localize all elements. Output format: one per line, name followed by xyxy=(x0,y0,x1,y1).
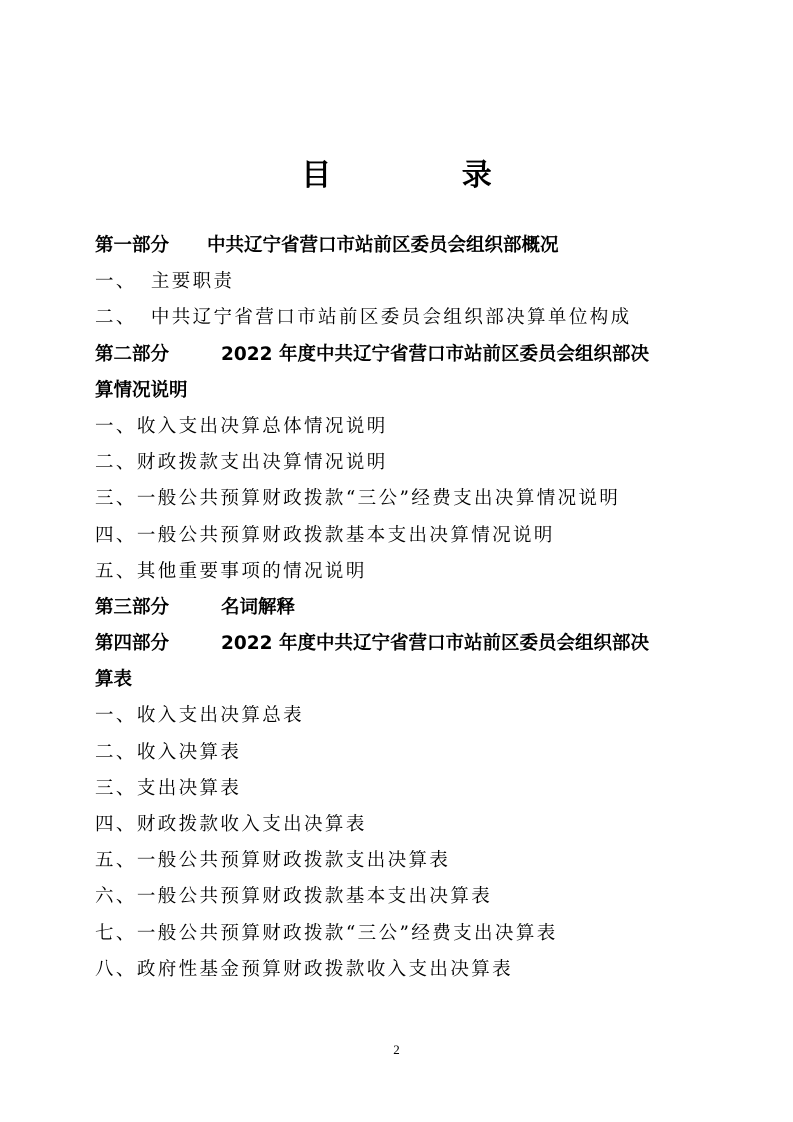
toc-item-number: 一、 xyxy=(95,271,137,293)
toc-part-title-continuation: 算情况说明 xyxy=(95,379,188,401)
toc-item-number: 六、 xyxy=(95,886,137,908)
toc-part-title-continuation: 算表 xyxy=(95,669,133,691)
toc-item xyxy=(95,698,705,734)
page-number: 2 xyxy=(393,1042,400,1057)
toc-item-text: 中共辽宁省营口市站前区委员会组织部决算单位构成 xyxy=(150,307,632,329)
table-of-contents xyxy=(95,228,705,988)
toc-part-3 xyxy=(95,590,705,626)
toc-item-text: 其他重要事项的情况说明 xyxy=(136,560,367,582)
toc-item xyxy=(95,445,705,481)
toc-item-number: 五、 xyxy=(95,560,137,582)
toc-part-1 xyxy=(95,228,705,264)
toc-item xyxy=(95,952,705,988)
toc-item-number: 一、 xyxy=(95,705,137,727)
toc-part-label: 第三部分 xyxy=(95,596,170,618)
toc-part-label: 第二部分 xyxy=(95,343,170,365)
toc-item-text: 一般公共预算财政拨款基本支出决算表 xyxy=(136,886,493,908)
toc-part-4 xyxy=(95,626,705,662)
toc-item xyxy=(95,481,705,517)
toc-item-number: 二、 xyxy=(95,452,137,474)
toc-item-number: 一、 xyxy=(95,415,137,437)
toc-item-number: 五、 xyxy=(95,850,137,872)
toc-part-label: 第四部分 xyxy=(95,633,170,655)
toc-item-text: 支出决算表 xyxy=(136,777,242,799)
toc-item-text: 财政拨款收入支出决算表 xyxy=(136,814,367,835)
toc-part-label: 第一部分 xyxy=(95,235,170,256)
toc-item xyxy=(95,554,705,590)
toc-item xyxy=(95,807,705,843)
toc-item-number: 七、 xyxy=(95,922,137,944)
toc-part-title: 2022 年度中共辽宁省营口市站前区委员会组织部决 xyxy=(221,633,649,655)
toc-item-number: 三、 xyxy=(95,777,137,799)
toc-item xyxy=(95,771,705,807)
toc-item xyxy=(95,916,705,952)
toc-item-text: 收入决算表 xyxy=(136,741,242,763)
toc-item xyxy=(95,843,705,879)
toc-item xyxy=(95,879,705,915)
toc-item xyxy=(95,264,705,300)
toc-item xyxy=(95,409,705,445)
toc-item-number: 四、 xyxy=(95,524,137,546)
toc-item-number: 二、 xyxy=(95,307,137,329)
toc-part-title: 名词解释 xyxy=(221,596,296,618)
toc-item-text: 收入支出决算总体情况说明 xyxy=(136,415,388,437)
toc-part-2 xyxy=(95,337,705,373)
toc-item xyxy=(95,300,705,336)
toc-item-text: 主要职责 xyxy=(150,271,235,293)
toc-item-number: 八、 xyxy=(95,958,137,980)
toc-item-text: 政府性基金预算财政拨款收入支出决算表 xyxy=(136,958,514,980)
page-title: 目 录 xyxy=(301,158,552,193)
toc-item-number: 三、 xyxy=(95,488,137,510)
toc-item-text: 收入支出决算总表 xyxy=(136,705,305,727)
toc-item-number: 二、 xyxy=(95,741,137,763)
toc-item-text: 一般公共预算财政拨款“三公”经费支出决算表 xyxy=(136,922,558,944)
toc-item-text: 一般公共预算财政拨款支出决算表 xyxy=(136,850,451,872)
toc-item-number: 四、 xyxy=(95,814,137,835)
toc-item xyxy=(95,518,705,554)
toc-part-title: 2022 年度中共辽宁省营口市站前区委员会组织部决 xyxy=(221,343,649,365)
toc-item-text: 一般公共预算财政拨款基本支出决算情况说明 xyxy=(136,524,555,546)
toc-item-text: 一般公共预算财政拨款“三公”经费支出决算情况说明 xyxy=(136,488,621,510)
toc-item xyxy=(95,735,705,771)
toc-part-title: 中共辽宁省营口市站前区委员会组织部概况 xyxy=(207,235,559,256)
toc-item-text: 财政拨款支出决算情况说明 xyxy=(136,452,388,474)
